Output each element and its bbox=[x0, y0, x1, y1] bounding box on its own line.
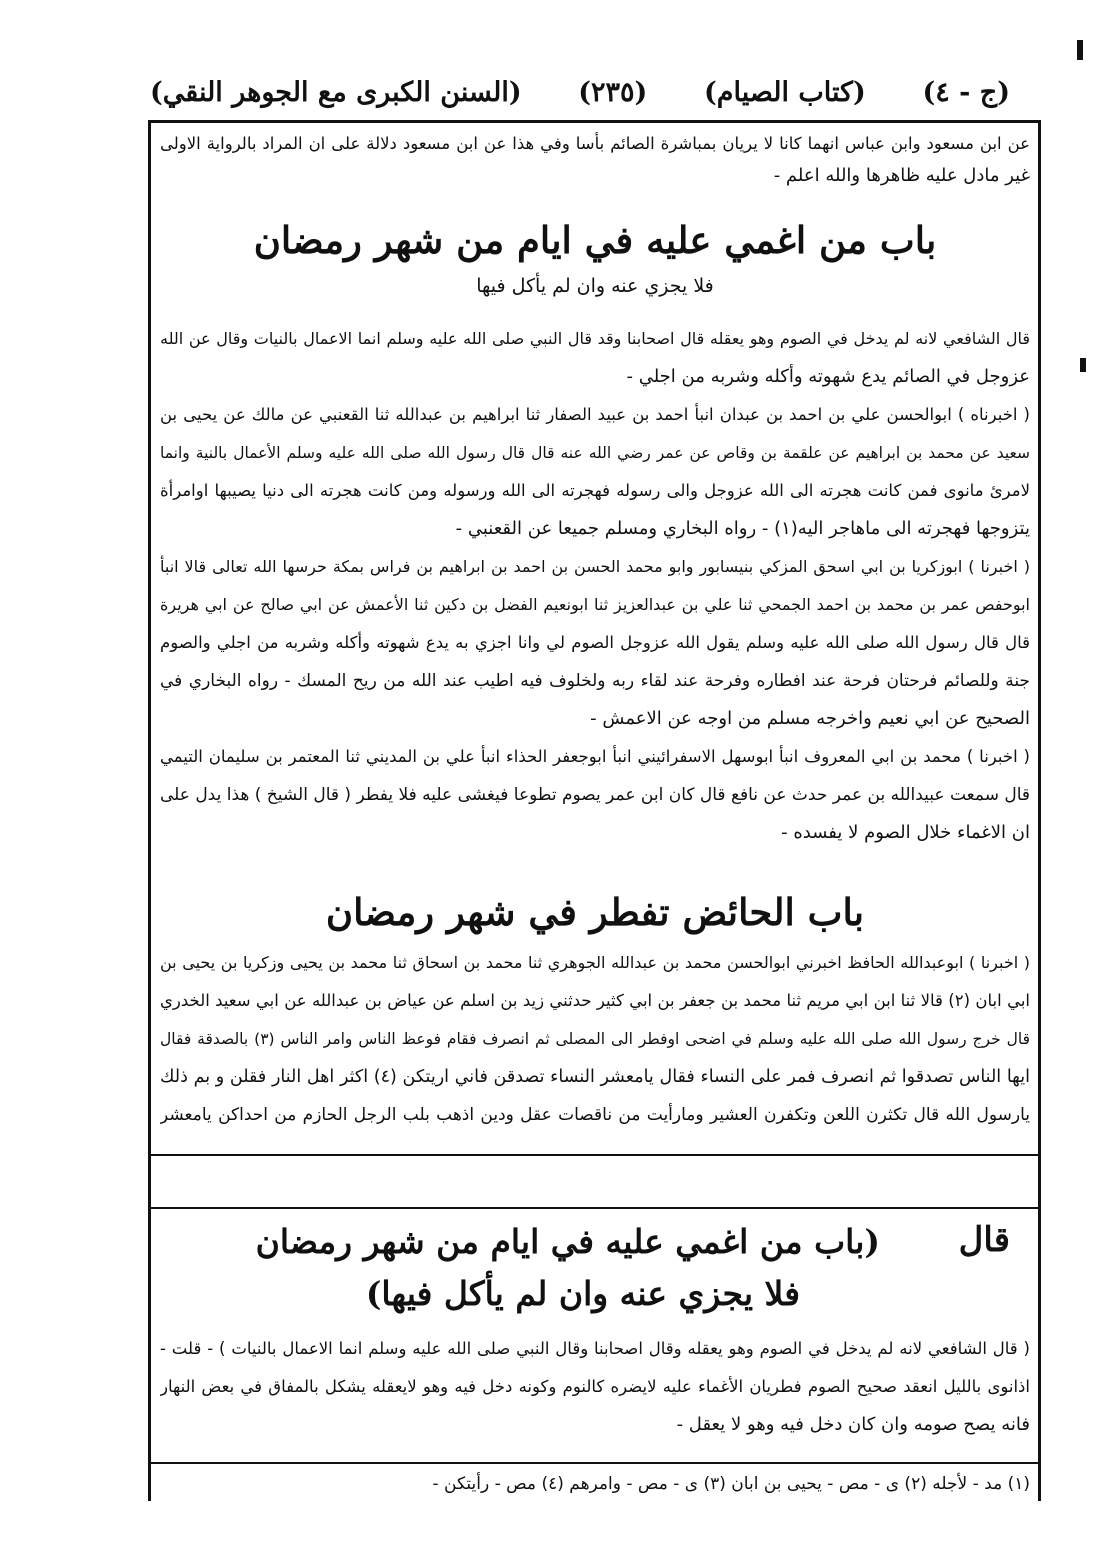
text-line: ( اخبرنا ) ابوعبدالله الحافظ اخبرني ابوالحسن محمد بن عبدالله الجوهري ثنا محمد بن اسحاق ثنا محمد بن يحيى وزكريا بن يحيى بن bbox=[160, 953, 1030, 972]
running-head-book: (كتاب الصيام) bbox=[703, 76, 866, 108]
text-line: اذانوى بالليل انعقد صحيح الصوم فطريان الأغماء عليه لايضره كالنوم وكونه دخل فيه وهو لايعقله يشكل بالمفاق في بعض النهار bbox=[160, 1377, 1030, 1396]
text-line: قال قال رسول الله صلى الله عليه وسلم يقول الله عزوجل الصوم لي وانا اجزي به يدع شهوته وأكله وشربه من اجلي والصوم bbox=[160, 633, 1030, 652]
text-line: يتزوجها فهجرته الى ماهاجر اليه(١) - رواه البخاري ومسلم جميعا عن القعنبي - bbox=[455, 518, 1030, 539]
text-line: قال خرج رسول الله صلى الله عليه وسلم في اضحى اوفطر الى المصلى ثم انصرف فقام فوعظ الناس وامر الناس (٣) بالصدقة فقال bbox=[160, 1030, 1030, 1048]
footnotes bbox=[160, 1468, 1030, 1500]
section-title: باب الحائض تفطر في شهر رمضان bbox=[325, 890, 865, 934]
margin-mark-top bbox=[1077, 40, 1083, 60]
section-subtitle: فلا يجزي عنه وان لم يأكل فيها bbox=[476, 275, 714, 297]
running-head-title: (السنن الكبرى مع الجوهر النقي) bbox=[150, 76, 522, 108]
text-line: عن ابن مسعود وابن عباس انهما كانا لا يريان بمباشرة الصائم بأسا وفي هذا عن ابن مسعود دلالة على ان المراد بالرواية الاولى bbox=[160, 134, 1030, 153]
frame-top-rule bbox=[148, 120, 1041, 123]
text-line: قال الشافعي لانه لم يدخل في الصوم وهو يعقله قال اصحابنا وقد قال النبي صلى الله عليه وسلم انما الاعمال بالنيات وقال عن الله bbox=[160, 329, 1030, 348]
commentary-title-line-2: فلا يجزي عنه وان لم يأكل فيها) bbox=[365, 1274, 800, 1313]
text-line: ايها الناس تصدقوا ثم انصرف فمر على النساء فقال يامعشر النساء تصدقن فاني اريتكن (٤) اكثر اهل النار فقلن و بم ذلك bbox=[160, 1067, 1030, 1087]
commentary-title-line-1: (باب من اغمي عليه في ايام من شهر رمضان bbox=[255, 1222, 880, 1261]
text-line: ابوحفص عمر بن محمد بن احمد الجمحي ثنا علي بن عبدالعزيز ثنا ابونعيم الفضل بن دكين ثنا الأعمش عن ابي صالح عن ابي هريرة bbox=[160, 595, 1030, 614]
frame-right-rule bbox=[1038, 120, 1041, 1501]
text-line: لامرئ مانوى فمن كانت هجرته الى الله عزوجل والى رسوله فهجرته الى الله ورسوله ومن كانت هجرته الى دنيا يصيبها اوامرأة bbox=[160, 481, 1030, 500]
section-1-body bbox=[160, 320, 1030, 852]
text-line: غير مادل عليه ظاهرها والله اعلم - bbox=[773, 165, 1030, 186]
text-line: جنة وللصائم فرحتان فرحة عند افطاره وفرحة عند لقاء ربه ولخلوف فيه اطيب عند الله من ريح المسك - رواه البخاري في bbox=[160, 671, 1030, 691]
running-head bbox=[150, 68, 1010, 116]
separator-rule bbox=[148, 1154, 1041, 1156]
frame-left-rule bbox=[148, 120, 151, 1501]
commentary-body bbox=[160, 1330, 1030, 1444]
text-line: ( اخبرنا ) ابوزكريا بن ابي اسحق المزكي بنيسابور وابو محمد الحسن بن احمد بن ابراهيم بن فراس بمكة حرسها الله تعالى قالا انبأ bbox=[160, 557, 1030, 576]
section-2-body bbox=[160, 944, 1030, 1134]
text-line: يارسول الله قال تكثرن اللعن وتكفرن العشير ومارأيت من ناقصات عقل ودين اذهب بلب الرجل الحازم من احداكن يامعشر bbox=[160, 1105, 1030, 1125]
text-line: سعيد عن محمد بن ابراهيم عن علقمة بن وقاص عن عمر رضي الله عنه قال قال رسول الله صلى الله عليه وسلم الأعمال بالنية وانما bbox=[160, 444, 1030, 462]
footnote-rule bbox=[148, 1462, 1041, 1464]
text-line: قال سمعت عبيدالله بن عمر حدث عن نافع قال كان ابن عمر يصوم تطوعا فيغشى عليه فلا يفطر ( قال الشيخ ) هذا يدل على bbox=[160, 785, 1030, 805]
text-line: ابي ابان (٢) قالا ثنا ابن ابي مريم ثنا محمد بن جعفر بن ابي كثير حدثني زيد بن اسلم عن عياض بن عبدالله عن ابي سعيد الخدري bbox=[160, 991, 1030, 1010]
separator-rule bbox=[148, 1207, 1041, 1209]
commentary-heading bbox=[160, 1212, 1030, 1322]
footnote-line: (١) مد - لأجله (٢) ى - مص - يحيى بن ابان (٣) ى - مص - وامرهم (٤) مص - رأيتكن - bbox=[432, 1474, 1030, 1494]
margin-mark-middle bbox=[1080, 358, 1086, 372]
text-line: ( اخبرناه ) ابوالحسن علي بن احمد بن عبدان انبأ احمد بن عبيد الصفار ثنا ابراهيم بن عبدالله ثنا القعنبي عن مالك عن يحيى بن bbox=[160, 405, 1030, 424]
running-head-volume: (ج - ٤) bbox=[922, 76, 1010, 108]
section-title: باب من اغمي عليه في ايام من شهر رمضان bbox=[253, 218, 937, 262]
text-line: عزوجل في الصائم يدع شهوته وأكله وشربه من اجلي - bbox=[626, 366, 1030, 387]
text-line: ( اخبرنا ) محمد بن ابي المعروف انبأ ابوسهل الاسفرائيني انبأ ابوجعفر الحذاء انبأ علي بن المديني ثنا المعتمر بن سليمان التيمي bbox=[160, 747, 1030, 766]
section-2-heading bbox=[160, 884, 1030, 940]
text-line: ان الاغماء خلال الصوم لا يفسده - bbox=[781, 822, 1030, 843]
text-line: الصحيح عن ابي نعيم واخرجه مسلم من اوجه عن الاعمش - bbox=[590, 708, 1030, 729]
intro-text bbox=[160, 128, 1030, 192]
commentary-label: قال bbox=[958, 1220, 1010, 1260]
page-number: (٢٣٥) bbox=[578, 76, 648, 108]
text-line: ( قال الشافعي لانه لم يدخل في الصوم وهو يعقله وقال اصحابنا وقال النبي صلى الله عليه وسلم انما الاعمال بالنيات ) - قلت - bbox=[160, 1339, 1030, 1358]
section-1-heading bbox=[160, 210, 1030, 302]
text-line: فانه يصح صومه وان كان دخل فيه وهو لا يعقل - bbox=[676, 1414, 1030, 1435]
